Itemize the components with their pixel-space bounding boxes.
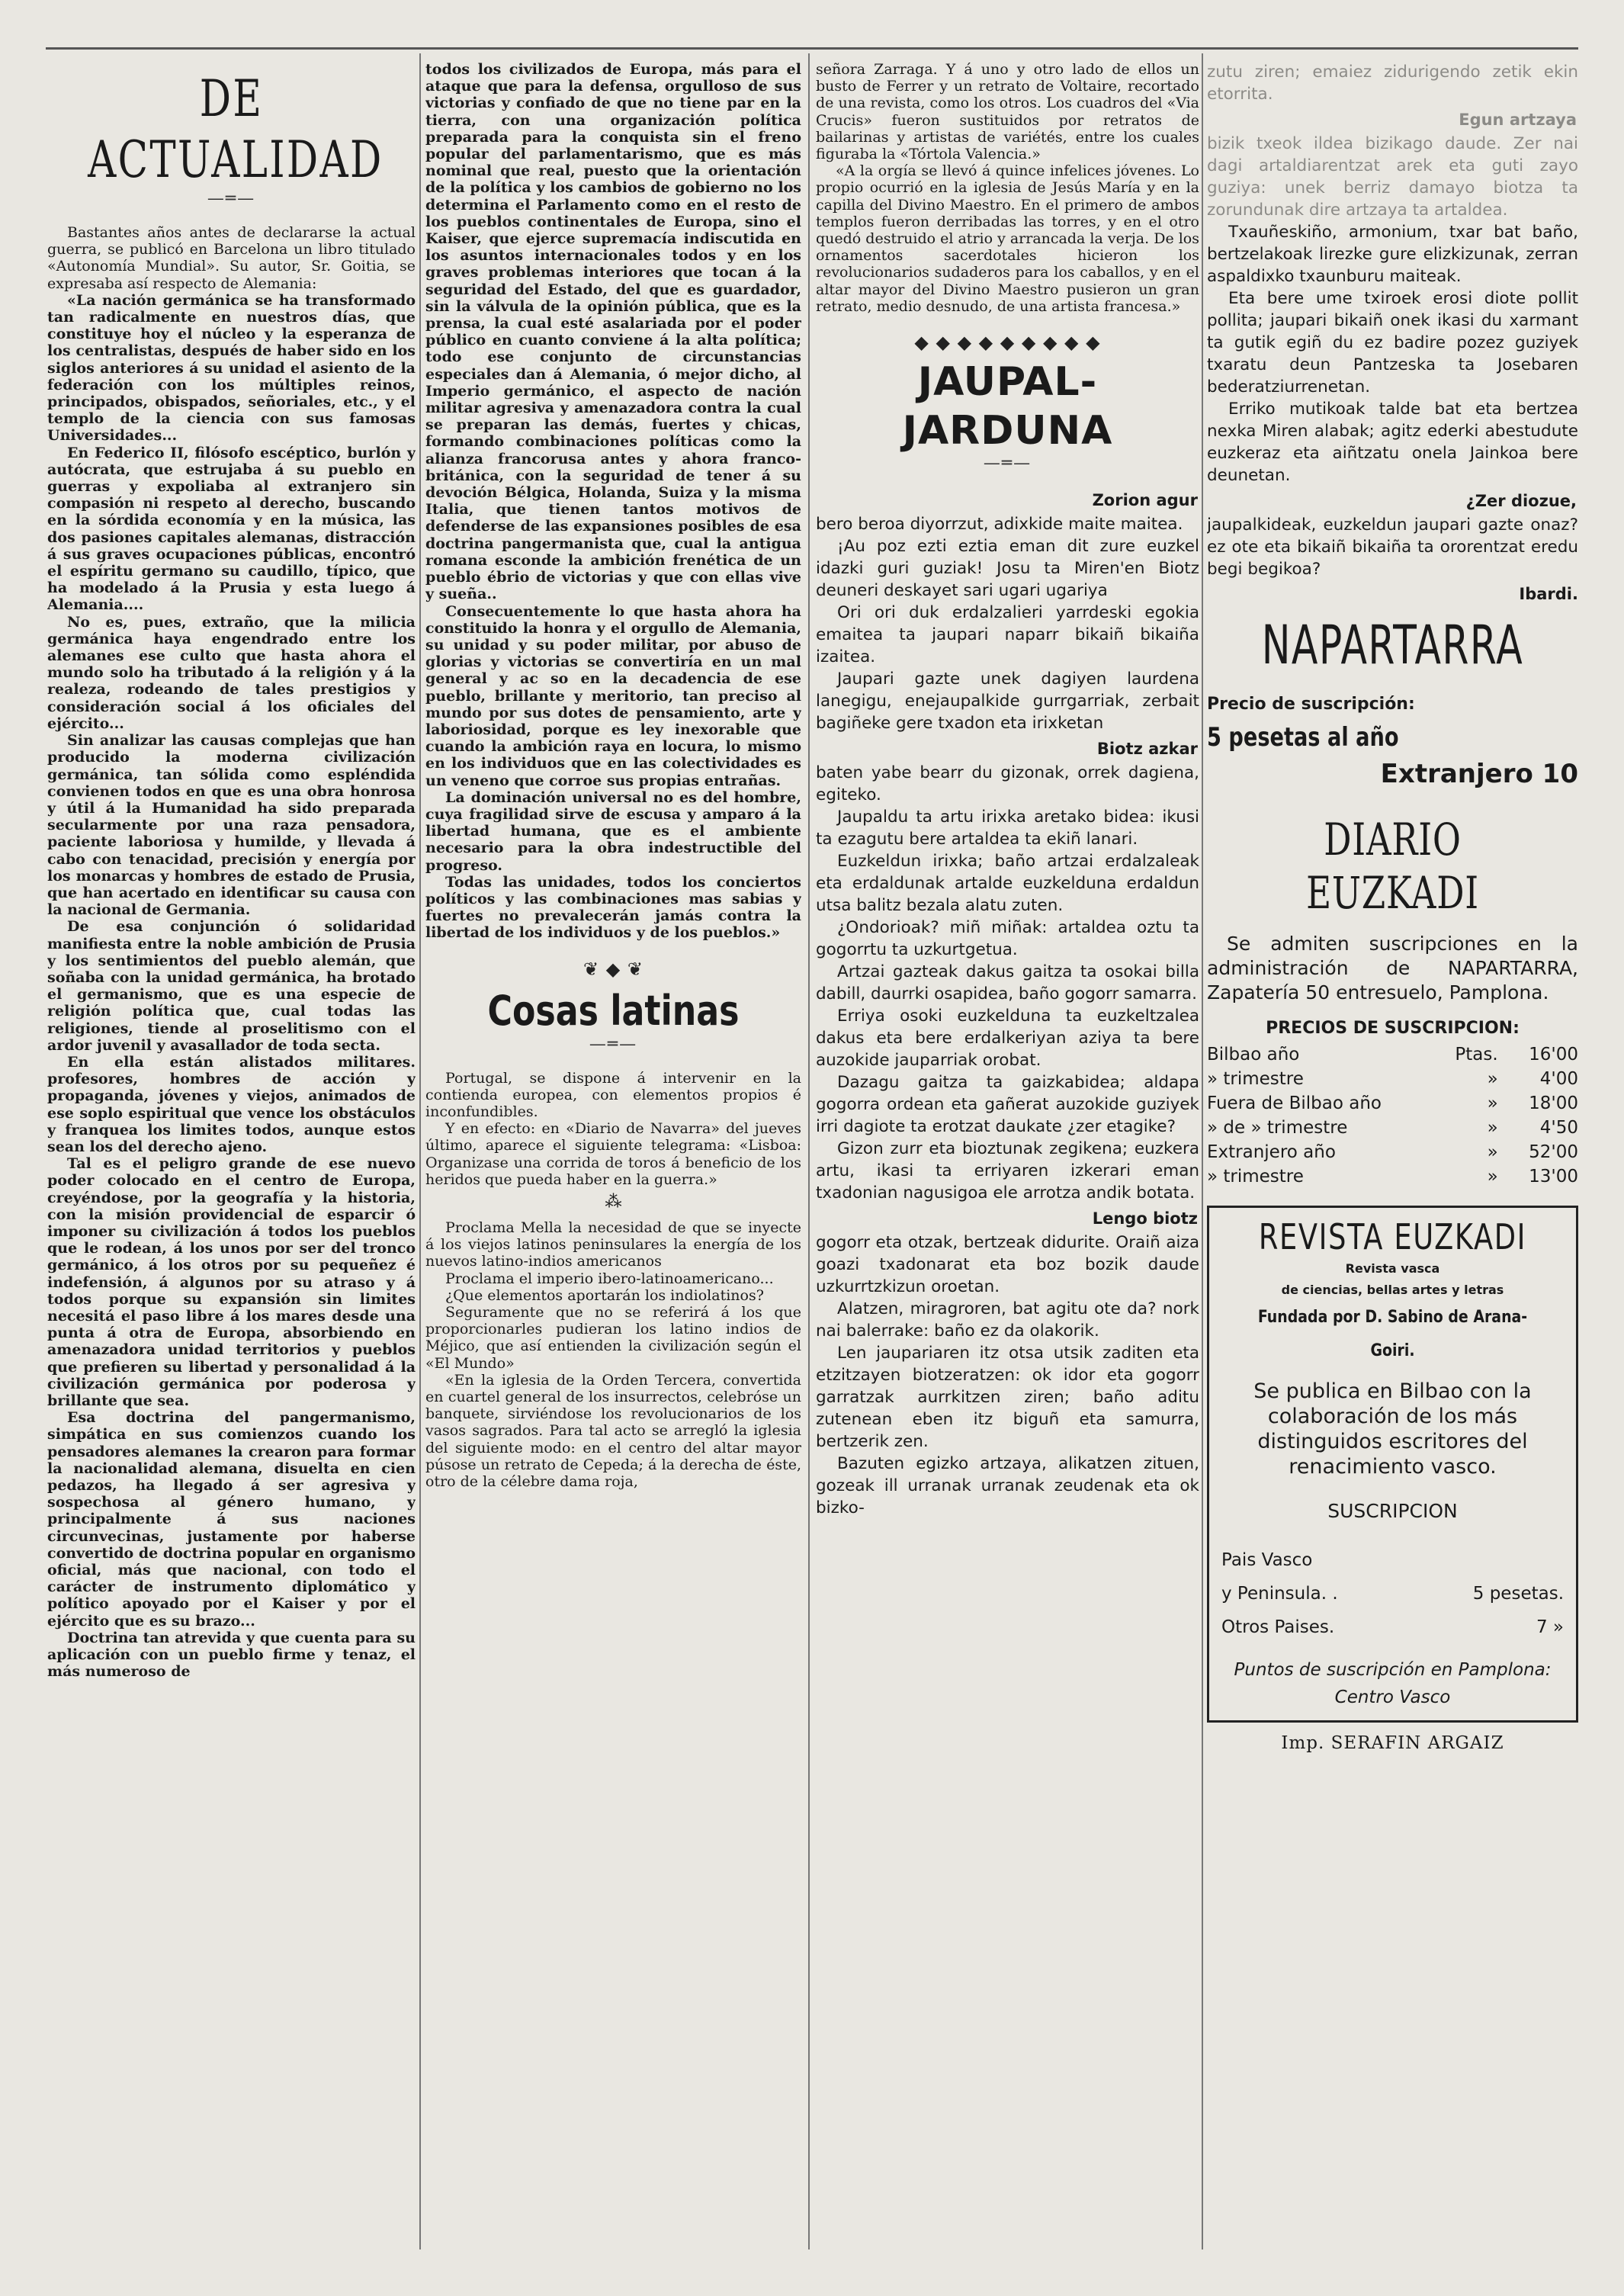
basque-text [816,489,1199,1519]
column-4 [1207,61,1578,2272]
paragraph: Y en efecto: en «Diario de Navarra» del jueves último, aparece el siguiente telegrama: «Lisboa: Organizase una corrida de toros á beneficio de los heridos que pueda haber en la guerra.» [425,1120,801,1188]
revista-euzkadi-box [1207,1206,1578,1723]
asterism: ⁂ [605,1192,622,1212]
paragraph: Euzkeldun irixka; baño artzai erdalzaleak eta erdaldunak artalde euzkelduna erdaldun utsa balitz bezala alatu zuten. [816,852,1199,916]
paragraph: «A la orgía se llevó á quince infelices jóvenes. Lo propio ocurrió en la iglesia de Jesús María y en la capilla del Divino Maestro. En el primero de ambos templos fueron derribadas las torres, y en el otro quedó destruido el atrio y arrancada la verja. De los ornamentos sacerdotales hicieron los revolucionarios sudaderos para los caballos, y en el altar mayor del Divino Maestro pusieron un gran retrato, medio desnudo, de una artista francesa.» [816,162,1199,315]
paragraph: No es, pues, extraño, que la milicia germánica haya engendrado entre los alemanes ese culto que hasta ahora el mundo solo ha tributado á la religión y á la realeza, rodeando de tales prestigios y consideración social á los oficiales del ejército... [47,613,416,732]
subheading: Biotz azkar [1096,740,1198,759]
paragraph: «En la iglesia de la Orden Tercera, convertida en cuartel general de los insurrectos, celebróse un banquete, sirviéndose los revolucionarios de los vasos sagrados. Para tal acto se arregló la iglesia del siguiente modo: en el centro del altar mayor púsose un retrato de Cepeda; á la derecha de éste, otro de la célebre dama roja, [425,1371,801,1491]
column-rule [1202,53,1203,2249]
paragraph: Doctrina tan atrevida y que cuenta para su aplicación con un pueblo firme y tenaz, el más numeroso de [47,1629,416,1681]
section-title-jaupal-jarduna: JAUPAL-JARDUNA [902,359,1113,454]
section-ornament: ◆ ◆ ◆ ◆ ◆ ◆ ◆ ◆ ◆ [914,332,1101,354]
paragraph: Jaupari gazte unek dagiyen laurdena lanegigu, enejaupalkide gurrgarriak, zerbait bagiñeke gere txadon eta irixketan [816,670,1199,734]
subscription-table [1221,1543,1564,1644]
price-table [1207,1042,1578,1189]
table-row: » trimestre » 13'00 [1207,1167,1578,1187]
ad-description: Se publica en Bilbao con la colaboración de los más distinguidos escritores del renacimiento vasco. [1253,1379,1532,1479]
paragraph: De esa conjunción ó solidaridad manifiesta entre la noble ambición de Prusia y los sentimientos del pueblo alemán, que soñaba con la unidad germánica, ha brotado el germanismo, que es una especie de religión política que, cual todas las religiones, tiende al proselitismo con el ardor juvenil y avasallador de toda secta. [47,918,416,1054]
paragraph: ¡Au poz ezti eztia eman dit zure euzkel idazki guri guziak! Josu ta Miren'en Biotz deuneri deskayet sari ugari ugariya [816,537,1199,601]
paragraph: baten yabe bearr du gizonak, orrek dagiena, egiteko. [816,763,1199,805]
ad-title-diario-euzkadi: DIARIO EUZKADI [1306,814,1479,919]
table-row: » trimestre » 4'00 [1207,1069,1578,1089]
paragraph: Seguramente que no se referirá á los que proporcionarles pudieran los latino indios de Méjico, que así entienden la civilización según el «El Mundo» [425,1304,801,1372]
prices-label: PRECIOS DE SUSCRIPCION: [1266,1019,1520,1038]
table-row: Extranjero año » 52'00 [1207,1142,1578,1162]
paragraph: ¿Que elementos aportarán los indiolatinos? [445,1286,764,1304]
subheading: Zorion agur [1092,491,1198,510]
paragraph: Proclama Mella la necesidad de que se inyecte á los viejos latinos peninsulares la energía de los nuevos latino-indios americanos [425,1219,801,1270]
printer-imprint: Imp. SERAFIN ARGAIZ [1281,1733,1504,1753]
paragraph: ¿Ondorioak? miñ miñak: artaldea oztu ta gogorrtu ta uzkurtgetua. [816,918,1199,960]
paragraph: jaupalkideak, euzkeldun jaupari gazte onaz? ez ote eta bikaiñ bikaiña ta ororentzat eredu begi begikoa? [1207,515,1578,579]
title-ornament: —═— [589,1034,638,1054]
section-ornament: ❦ ◆ ❦ [583,958,644,980]
paragraph: Ori ori duk erdalzalieri yarrdeski egokia emaitea ta jaupari naparr bikaiñ bikaiña izaitea. [816,603,1199,667]
title-ornament: —═— [983,454,1032,474]
paragraph: Gizon zurr eta bioztunak zegikena; euzkera artu, ikasi ta erriyaren izkerari eman txadonian nagusigoa ele arrotza andik botata. [816,1139,1199,1203]
basque-text [1207,61,1578,608]
paragraph: Erriya osoki euzkelduna ta euzkeltzalea dakus eta bere erdalkeriyan aziya ta bere auzokide jauparriak orobat. [816,1007,1199,1071]
paragraph: bero beroa diyorrzut, adixkide maite maitea. [816,515,1183,535]
paragraph: Tal es el peligro grande de ese nuevo poder colocado en el centro de Europa, creyéndose, por la geografía y la historia, con la misión providencial de esparcir ó imponer su civilización á todos los pueblos que le rodean, á los unos por ser del tronco germánico, á los otros por su pequeñez é indefensión, á algunos por su atraso y á todos porque su expansión sin limites necesitá el paso libre á los mares desde una punta á otra de Europa, absorbiendo en amenazadora unidad territorios y pueblos que prefieren su libertad y personalidad á la civilización germánica por poderosa y brillante que sea. [47,1155,416,1410]
table-row: Pais Vasco [1221,1550,1313,1570]
paragraph: Esa doctrina del pangermanismo, simpática en sus comienzos cuando los pensadores alemanes la crearon para formar la nacionalidad alemana, disuelta en cien pedazos, ha llegado á ser agresiva y sospechosa al género humano, y principalmente á sus naciones circunvecinas, justamente por haberse convertido de doctrina popular en organismo oficial, más que nacional, con todo el carácter de instrumento diplomático y político apoyado por el Kaiser y por el ejército que es su brazo... [47,1409,416,1630]
paragraph: La dominación universal no es del hombre, cuya fragilidad sirve de escusa y amparo á la libertad humana, que es el ambiente necesario para la obra indestructible del progreso. [425,788,801,874]
paragraph: En Federico II, filósofo escéptico, burlón y autócrata, que estrujaba á su pueblo en guerras y expoliaba al extranjero sin compasión ni respeto al derecho, buscando en la sórdida economía y en la música, las dos pasiones capitales alemanas, distracción á sus graves ocupaciones públicas, encontró el espíritu germano su caudillo, típico, que ha modelado á la Prusia y esta luego á Alemania.... [47,444,416,614]
table-row: » de » trimestre » 4'50 [1207,1118,1578,1138]
paragraph: Sin analizar las causas complejas que han producido la moderna civilización germánica, tan sólida como espléndida convienen todos en que es una obra honrosa y útil á la Humanidad ha sido preparada secularmente por una raza pensadora, paciente laboriosa y humilde, y llevada á cabo con tenacidad, precisión y energía por los monarcas y hombres de estado de Prusia, que han acertado en identificar su causa con la nacional de Germania. [47,732,416,919]
subheading: Lengo biotz [1092,1209,1198,1228]
paragraph: Portugal, se dispone á intervenir en la contienda europea, con elementos propios é inconfundibles. [425,1069,801,1120]
paragraph: Len jaupariaren itz otsa utsik zaditen eta etzitzayen biotzeratzen: ok idor eta gogorr garratzak aurrkitzen ziren; baño aditu zutenean eben itz biguñ eta samurra, bertzerik zen. [816,1344,1199,1452]
subheading: Egun artzaya [1459,111,1577,129]
paragraph: Bazuten egizko artzaya, alikatzen zituen, gozeak ill urranak urranak zeudenak eta ok bizko- [816,1454,1199,1518]
column-rule [808,53,810,2249]
ad-subtitle: de ciencias, bellas artes y letras [1281,1283,1504,1297]
ad-founder: Fundada por D. Sabino de Arana-Goiri. [1257,1308,1528,1360]
paragraph: Bastantes años antes de declararse la actual guerra, se publicó en Barcelona un libro titulado «Autonomía Mundial». Su autor, Sr. Goitia, se expresaba así respecto de Alemania: [47,224,416,292]
table-row: y Peninsula. . 5 pesetas. [1221,1584,1564,1604]
paragraph: En ella están alistados militares. profesores, hombres de acción y propaganda, jóvenes y viejos, animados de ese soplo espiritual que vence los obstáculos y franquea los limites todos, aunque estos sean los del derecho ajeno. [47,1053,416,1155]
paragraph: «La nación germánica se ha transformado tan radicalmente en nuestros días, que constituye hoy el núcleo y la esperanza de los centralistas, después de haber sido en los siglos anteriores á su unidad el asiento de la federación con los múltiples reinos, principados, obispados, señoriales, etc., y el templo de la ciencia con sus famosas Universidades... [47,291,416,445]
price-abroad: Extranjero 10 [1380,759,1578,789]
paragraph: zutu ziren; emaiez zidurigendo zetik ekin etorrita. [1207,63,1578,104]
table-row: Otros Paises. 7 » [1221,1617,1564,1637]
signature: Ibardi. [1519,585,1578,603]
column-2 [425,61,801,2272]
paragraph: Dazagu gaitza ta gaizkabidea; aldapa gogorra ordean eta gañerat auzokide guziyek irri dagiote ta erotzat daukate ¿zer etagike? [816,1073,1199,1137]
paragraph: bizik txeok ildea bizikago daude. Zer nai dagi artaldiarentzat arek eta guti zayo guziya: unek berriz damayo biotza ta zorundunak dire artzaya ta artaldea. [1207,134,1578,220]
section-title-cosas-latinas: Cosas latinas [487,986,740,1035]
masthead-napartarra: NAPARTARRA [1261,614,1524,676]
paragraph: Proclama el imperio ibero-latinoamericano... [445,1270,774,1287]
ad-title-revista-euzkadi: REVISTA EUZKADI [1258,1216,1527,1257]
paragraph: Erriko mutikoak talde bat eta bertzea nexka Miren alabak; agitz ederki abestudute euzkeraz eta aiñtzatu onela Jainkoa bere deunetan. [1207,400,1578,485]
top-border [46,47,1578,50]
paragraph: Consecuentemente lo que hasta ahora ha constituido la honra y el orgullo de Alemania, su unidad y su poder militar, por abuso de glorias y victorias se convertiría en un mal general y ac so en la decadencia de ese pueblo, brillante y meritorio, tan preciso al mundo por sus dotes de pensamiento, arte y laboriosidad, porque es ley inexorable que cuando la ambición raya en locura, lo mismo en los individuos que en las colectividades es un veneno que corroe sus propias entrañas. [425,602,801,789]
article-title: DE ACTUALIDAD [88,69,384,189]
price-label: Precio de suscripción: [1207,695,1415,714]
subscription-points: Puntos de suscripción en Pamplona: Centro Vasco [1234,1660,1552,1707]
title-ornament: —═— [207,189,256,208]
paragraph: Txauñeskiño, armonium, txar bat baño, bertzelakoak lirezke gure elizkizunak, zerran aspaldixko txaunburu maiteak. [1207,223,1578,286]
paragraph: todos los civilizados de Europa, más para el ataque que para la defensa, orgulloso de sus victorias y confiado de que no tiene par en la tierra, con una organización política preparada para la conquista sin el freno popular del parlamentarismo, que es más nominal que real, puesto que la orientación de la política y los cambios de gobierno no los determina el Parlamento como en el resto de los pueblos continentales de Europa, sino el Kaiser, que ejerce supremacía indiscutida en los asuntos internacionales todos y en los graves problemas interiores que tocan á la seguridad del Estado, del que es guardador, sin la válvula de la opinión pública, que es la prensa, la cual esté asalariada por el poder público en cuanto conviene á la alta política; todo ese conjunto de circunstancias especiales dan á Alemania, ó mejor dicho, al Imperio germánico, el aspecto de nación militar agresiva y amenazadora contra la cual se preparan las demás, fuertes y chicas, formando combinaciones políticas como la alianza francorusa antes y ahora franco-británica, con la seguridad de tener á su devoción Bélgica, Holanda, Suiza y la misma Italia, que tienen tantos motivos de defenderse de las expansiones posibles de esa doctrina pangermanista que, cual la antigua romana esconde la ambición frenética de un pueblo ébrio de victorias y que con ellas vive y sueña.. [425,61,801,603]
ad-text: Se admiten suscripciones en la administración de NAPARTARRA, Zapatería 50 entresuelo, Pamplona. [1207,933,1578,1003]
paragraph: Artzai gazteak dakus gaitza ta osokai billa dabill, daurrki osapidea, baño gogorr samarra. [816,962,1199,1004]
paragraph: Alatzen, miragroren, bat agitu ote da? nork nai balerrake: baño ez da olakorik. [816,1299,1199,1341]
column-1 [47,61,416,2272]
table-row: Bilbao año Ptas. 16'00 [1207,1045,1578,1065]
ad-subtitle: Revista vasca [1345,1261,1440,1276]
paragraph: gogorr eta otzak, bertzeak didurite. Oraiñ aiza goazi txadonarat eta boz bozik daude uzkurrtzkizun oroetan. [816,1233,1199,1297]
paragraph: Eta bere ume txiroek erosi diote pollit pollita; jaupari bikaiñ onek ikasi du xarmant ta gutik egiñ du ez badire pozez guziyek txaratu deun Pantzeska ta Josebaren bederatziurrenetan. [1207,289,1578,397]
paragraph: Jaupaldu ta artu irixka aretako bidea: ikusi ta ezagutu bere artaldea ta ekiñ lanari. [816,808,1199,849]
subscription-label: SUSCRIPCION [1327,1500,1458,1522]
subheading: ¿Zer diozue, [1465,492,1577,510]
table-row: Fuera de Bilbao año » 18'00 [1207,1093,1578,1113]
paragraph: señora Zarraga. Y á uno y otro lado de ellos un busto de Ferrer y un retrato de Voltaire, recortado de una revista, como los otros. Los cuadros del «Via Crucis» fueron sustituidos por retratos de bailarinas y artistas de variétés, entre los cuales figuraba la «Tórtola Valencia.» [816,61,1199,163]
price-annual: 5 pesetas al año [1207,722,1399,753]
column-3 [816,61,1199,2272]
paragraph: Todas las unidades, todos los conciertos políticos y las combinaciones mas sabias y fuertes no prevalecerán jamás contra la libertad de los individuos y de los pueblos.» [425,873,801,942]
column-rule [419,53,421,2249]
